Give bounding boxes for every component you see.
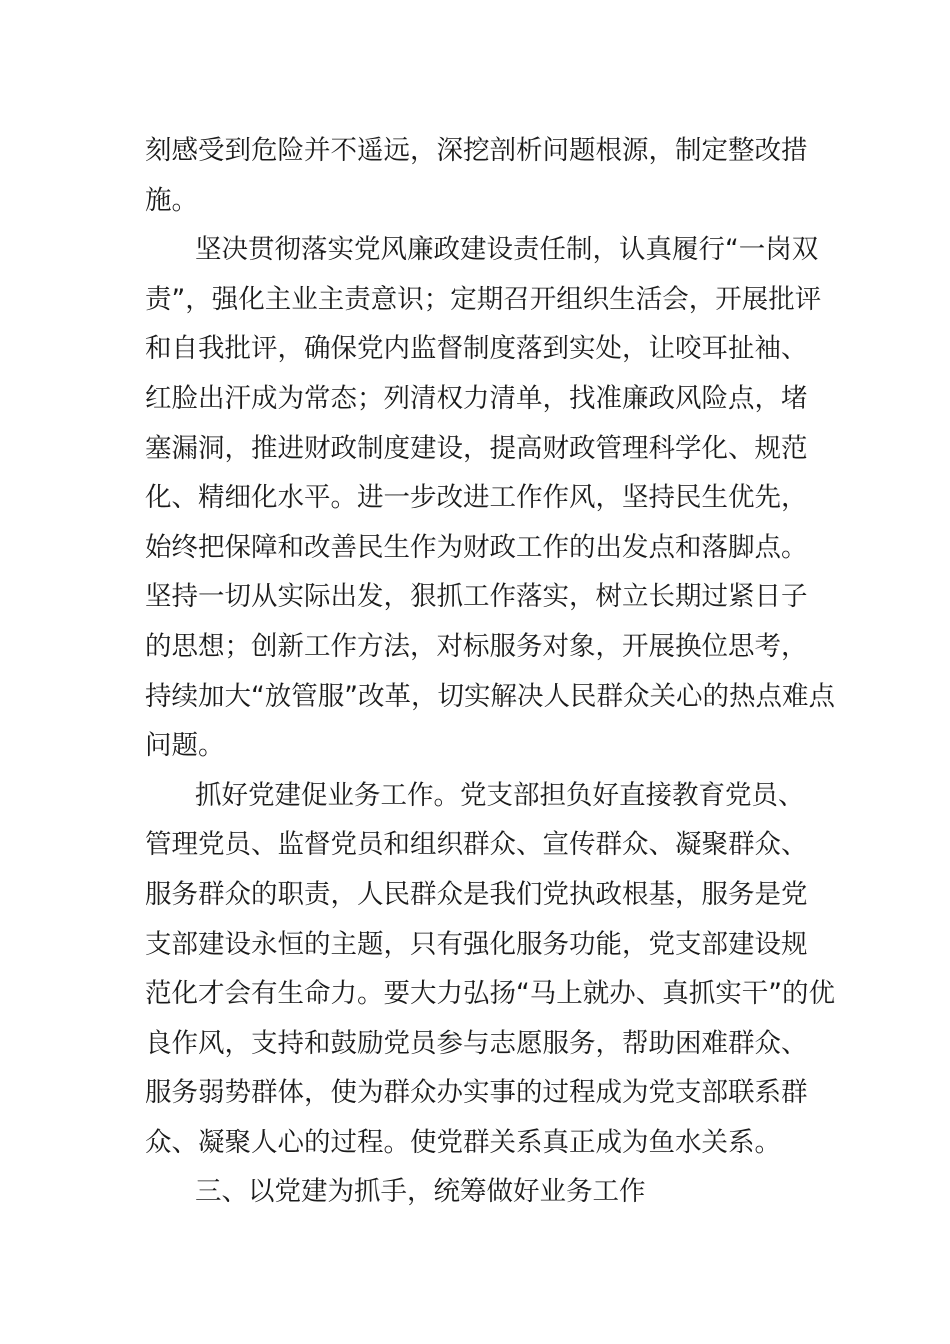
paragraph-start-line: 坚决贯彻落实党风廉政建设责任制，认真履行“一岗双: [195, 234, 819, 266]
text-line: 红脸出汗成为常态；列清权力清单，找准廉政风险点，堵: [145, 382, 808, 414]
text-line: 众、凝聚人心的过程。使党群关系真正成为鱼水关系。: [145, 1126, 781, 1158]
text-line: 持续加大“放管服”改革，切实解决人民群众关心的热点难点: [145, 680, 835, 712]
text-line: 服务群众的职责，人民群众是我们党执政根基，服务是党: [145, 878, 808, 910]
text-line: 服务弱势群体，使为群众办实事的过程成为党支部联系群: [145, 1077, 808, 1109]
section-heading: 三、以党建为抓手，统筹做好业务工作: [195, 1176, 646, 1208]
text-line: 施。: [145, 184, 198, 216]
text-line: 刻感受到危险并不遥远，深挖剖析问题根源，制定整改措: [145, 135, 808, 166]
document-page: [145, 126, 835, 1217]
text-line: 问题。: [145, 730, 225, 762]
paragraph-start-line: 抓好党建促业务工作。党支部担负好直接教育党员、: [195, 779, 805, 811]
text-line: 和自我批评，确保党内监督制度落到实处，让咬耳扯袖、: [145, 333, 808, 365]
text-line: 化、精细化水平。进一步改进工作作风，坚持民生优先，: [145, 482, 808, 514]
text-line: 始终把保障和改善民生作为财政工作的出发点和落脚点。: [145, 531, 808, 563]
text-line: 责”，强化主业主责意识；定期召开组织生活会，开展批评: [145, 283, 822, 315]
text-line: 坚持一切从实际出发，狠抓工作落实，树立长期过紧日子: [145, 581, 808, 613]
text-line: 管理党员、监督党员和组织群众、宣传群众、凝聚群众、: [145, 829, 808, 861]
text-line: 的思想；创新工作方法，对标服务对象，开展换位思考，: [145, 630, 808, 662]
text-line: 范化才会有生命力。要大力弘扬“马上就办、真抓实干”的优: [145, 978, 835, 1010]
text-line: 支部建设永恒的主题，只有强化服务功能，党支部建设规: [145, 928, 808, 960]
text-line: 塞漏洞，推进财政制度建设，提高财政管理科学化、规范: [145, 432, 808, 464]
text-line: 良作风，支持和鼓励党员参与志愿服务，帮助困难群众、: [145, 1027, 808, 1059]
